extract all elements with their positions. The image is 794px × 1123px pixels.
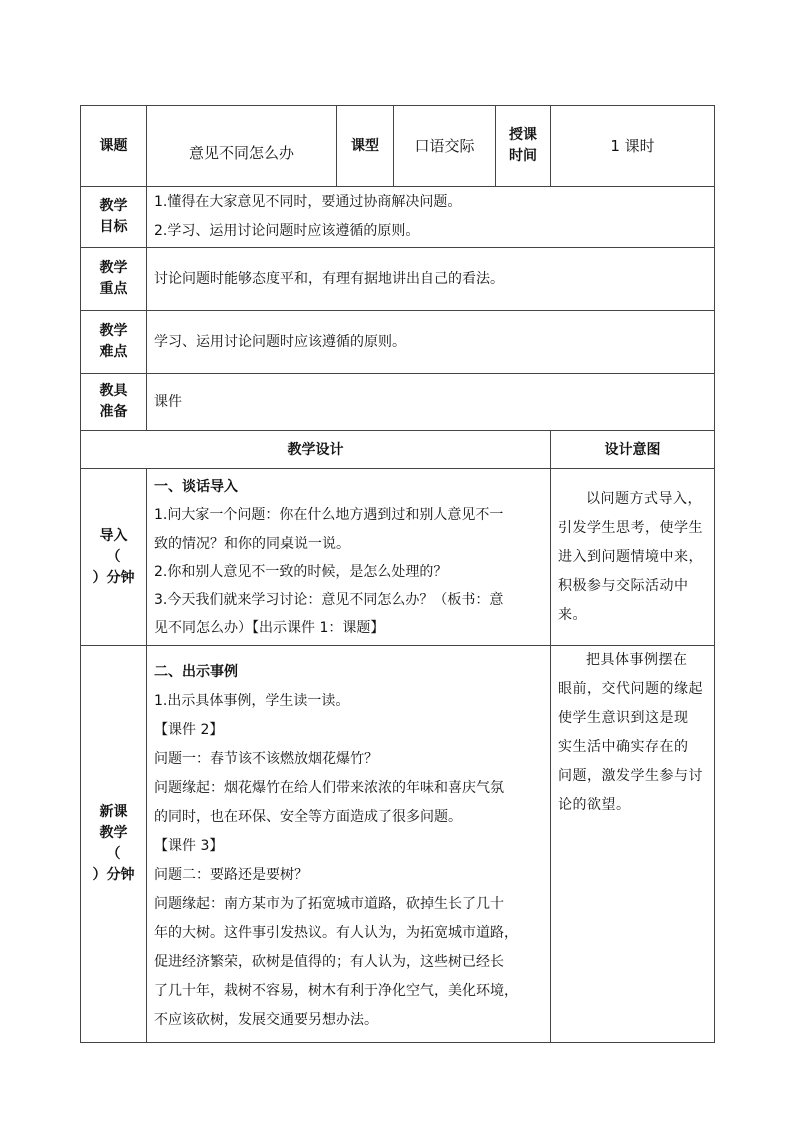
key-points-text: 讨论问题时能够态度平和，有理有据地讲出自己的看法。	[147, 248, 715, 311]
new-lesson-line: 促进经济繁荣，砍树是值得的；有人认为，这些树已经长	[154, 954, 504, 970]
new-lesson-stage-line: ）分钟	[92, 867, 135, 883]
new-lesson-intent-line: 把具体事例摆在	[586, 652, 688, 668]
new-lesson-intent-line: 使学生意识到这是现	[558, 710, 689, 726]
new-lesson-stage-line: 教学	[99, 825, 128, 841]
type-label: 课型	[337, 106, 394, 187]
topic-label: 课题	[81, 106, 147, 187]
goals-row	[81, 187, 715, 248]
key-points-label-line-2: 重点	[99, 281, 128, 297]
intro-stage-line: （	[106, 548, 121, 565]
new-lesson-intent-line: 眼前，交代问题的缘起	[558, 681, 703, 697]
intro-line: 3.今天我们就来学习讨论：意见不同怎么办？（板书：意	[154, 592, 504, 609]
goals-label-line-2: 目标	[99, 219, 128, 235]
goals-label-line-1: 教学	[99, 198, 128, 214]
new-lesson-line: 问题缘起：南方某市为了拓宽城市道路，砍掉生长了几十	[154, 896, 504, 912]
new-lesson-line: 问题二：要路还是要树？	[154, 867, 308, 883]
intro-stage-line: ）分钟	[92, 569, 135, 586]
materials-label	[81, 374, 147, 431]
new-lesson-line: 【课件 3】	[154, 838, 224, 854]
materials-row	[81, 374, 715, 431]
difficulties-row	[81, 311, 715, 374]
type-value: 口语交际	[394, 106, 496, 187]
intro-intent-line: 引发学生思考，使学生	[558, 519, 703, 536]
key-points-label	[81, 248, 147, 311]
difficulties-label	[81, 311, 147, 374]
goals-content	[147, 187, 715, 248]
key-points-label-line-1: 教学	[99, 260, 128, 276]
time-label-line-2: 时间	[509, 148, 537, 164]
design-header-row	[81, 431, 715, 469]
difficulties-text: 学习、运用讨论问题时应该遵循的原则。	[147, 311, 715, 374]
time-label	[496, 106, 551, 187]
new-lesson-line: 了几十年，栽树不容易，树木有利于净化空气，美化环境，	[154, 983, 518, 999]
intro-line: 见不同怎么办）【出示课件 1：课题】	[154, 620, 385, 637]
key-points-row	[81, 248, 715, 311]
new-lesson-intent-line: 问题，激发学生参与讨	[558, 768, 703, 784]
new-lesson-line: 1.出示具体事例，学生读一读。	[154, 693, 350, 709]
time-label-line-1: 授课	[509, 127, 537, 143]
intro-intent-line: 以问题方式导入，	[586, 490, 702, 507]
new-lesson-line: 问题缘起：烟花爆竹在给人们带来浓浓的年味和喜庆气氛	[154, 780, 504, 796]
intro-intent-line: 来。	[558, 606, 587, 623]
lesson-plan-table	[80, 105, 715, 1043]
intent-header: 设计意图	[551, 431, 715, 469]
intro-line: 2.你和别人意见不一致的时候，是怎么处理的？	[154, 563, 448, 580]
time-value: 1 课时	[551, 106, 715, 187]
new-lesson-line: 二、出示事例	[154, 664, 238, 680]
new-lesson-stage-label	[81, 646, 147, 1043]
materials-text: 课件	[147, 374, 715, 431]
difficulties-label-line-2: 难点	[99, 344, 128, 360]
goals-label	[81, 187, 147, 248]
new-lesson-intent	[551, 646, 715, 1043]
intro-intent-line: 积极参与交际活动中	[558, 577, 689, 594]
goal-item: 2.学习、运用讨论问题时应该遵循的原则。	[154, 223, 420, 239]
new-lesson-stage-line: （	[106, 846, 121, 862]
intro-stage-line: 导入	[99, 527, 128, 544]
intro-intent	[551, 469, 715, 646]
new-lesson-line: 【课件 2】	[154, 722, 224, 738]
new-lesson-stage-line: 新课	[99, 804, 128, 820]
topic-value: 意见不同怎么办	[147, 106, 337, 187]
difficulties-label-line-1: 教学	[99, 323, 128, 339]
intro-line: 一、谈话导入	[154, 479, 238, 495]
goal-item: 1.懂得在大家意见不同时，要通过协商解决问题。	[154, 194, 462, 210]
new-lesson-line: 问题一：春节该不该燃放烟花爆竹？	[154, 751, 378, 767]
new-lesson-line: 不应该砍树，发展交通要另想办法。	[154, 1012, 378, 1028]
materials-label-line-2: 准备	[99, 404, 128, 420]
new-lesson-line: 的同时，也在环保、安全等方面造成了很多问题。	[154, 809, 462, 825]
new-lesson-intent-line: 论的欲望。	[558, 797, 631, 813]
new-lesson-content	[147, 646, 551, 1043]
intro-line: 1.问大家一个问题：你在什么地方遇到过和别人意见不一	[154, 507, 504, 524]
intro-row	[81, 469, 715, 646]
materials-label-line-1: 教具	[99, 383, 128, 399]
design-header: 教学设计	[81, 431, 551, 469]
header-row	[81, 106, 715, 187]
new-lesson-line: 年的大树。这件事引发热议。有人认为，为拓宽城市道路，	[154, 925, 518, 941]
intro-content	[147, 469, 551, 646]
intro-intent-line: 进入到问题情境中来，	[558, 548, 703, 565]
intro-line: 致的情况？和你的同桌说一说。	[154, 535, 350, 552]
intro-stage-label	[81, 469, 147, 646]
new-lesson-intent-line: 实生活中确实存在的	[558, 739, 689, 755]
new-lesson-row	[81, 646, 715, 1043]
